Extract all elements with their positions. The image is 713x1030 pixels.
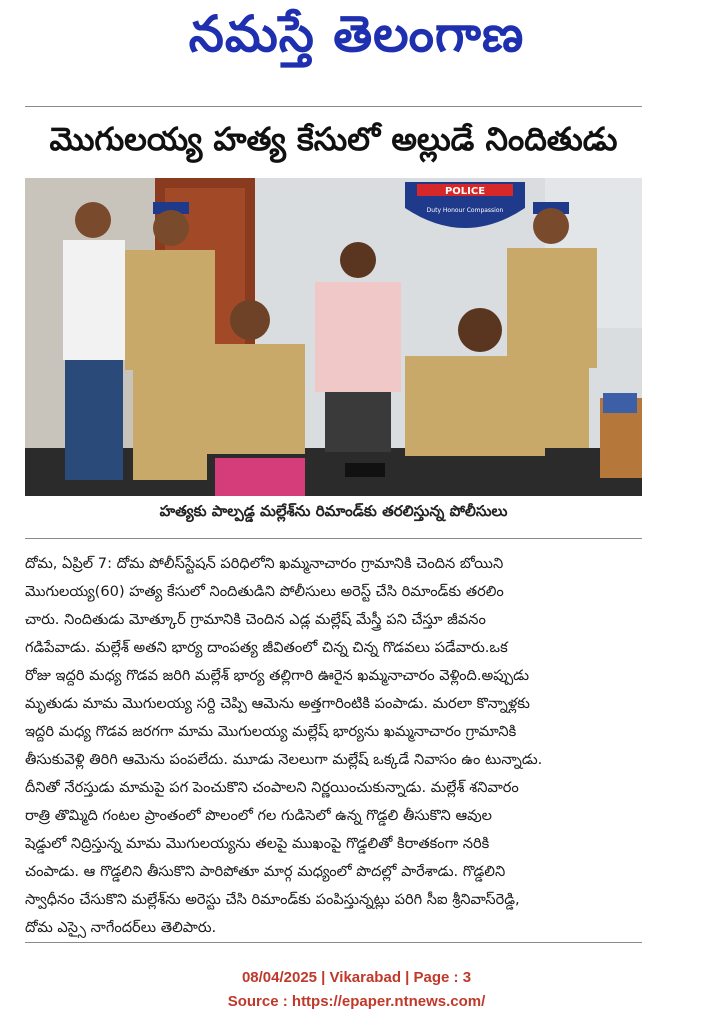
- article-line: గడిపేవాడు. మల్లేశ్ అతని భార్య దాంపత్య జీవితంలో చిన్న చిన్న గొడవలు పడేవారు.ఒక: [25, 639, 508, 656]
- police-sign-text: POLICE: [444, 186, 486, 197]
- photo-caption: హత్యకు పాల్పడ్డ మల్లేశ్‌ను రిమాండ్‌కు తరలిస్తున్న పోలీసులు: [159, 502, 508, 520]
- masthead-title: నమస్తే తెలంగాణ: [188, 4, 525, 63]
- article-line: స్వాధీనం చేసుకొని మల్లేశ్‌ను అరెస్టు చేసి రిమాండ్‌కు పంపిస్తున్నట్లు పరిగి సీఐ శ్రీనివాస్‌రెడ్డి,: [25, 891, 520, 908]
- article-line: రాత్రి తొమ్మిది గంటల ప్రాంతంలో పొలంలో గల గుడిసెలో ఉన్న గొడ్డలి తీసుకొని ఆవుల: [25, 807, 492, 824]
- article-line: తీసుకువెళ్లి తిరిగి ఆమెను పంపలేదు. మూడు నెలలుగా మల్లేష్ ఒక్కడే నివాసం ఉం టున్నాడు.: [25, 751, 543, 768]
- article-line: దోమ, ఏప్రిల్ 7: దోమ పోలీస్‌స్టేషన్ పరిధిలోని ఖమ్మనాచారం గ్రామానికి చెందిన బోయిని: [25, 555, 504, 572]
- article-line: రోజు ఇద్దరి మధ్య గొడవ జరిగి మల్లేశ్ భార్య తల్లిగారి ఊరైన ఖమ్మనాచారం వెళ్లింది.అప్పుడు: [25, 667, 530, 684]
- top-divider: [25, 106, 642, 107]
- article-line: దీనితో నేరస్తుడు మామపై పగ పెంచుకొని చంపాలని నిర్ణయించుకున్నాడు. మల్లేశ్ శనివారం: [25, 779, 519, 796]
- footer-source-link[interactable]: Source : https://epaper.ntnews.com/: [227, 993, 486, 1010]
- caption-divider: [25, 538, 642, 539]
- article-line: ఇద్దరి మధ్య గొడవ జరగగా మామ మొగులయ్య మల్లేష్ భార్యను ఖమ్మనాచారం గ్రామానికి: [25, 723, 517, 740]
- person-civilian-left: [63, 202, 125, 480]
- article-line: చంపాడు. ఆ గొడ్డలిని తీసుకొని పారిపోతూ మార్గ మధ్యంలో పొదల్లో పారేశాడు. గొడ్డలిని: [25, 863, 506, 880]
- article-line: మృతుడు మామ మొగులయ్య సర్ది చెప్పి ఆమెను అత్తగారింటికి పంపాడు. మరలా కొన్నాళ్లకు: [25, 695, 530, 712]
- article-line: దోమ ఎస్సై నాగేందర్‌లు తెలిపారు.: [25, 919, 217, 936]
- bottom-divider: [25, 942, 642, 943]
- article-body: [25, 550, 642, 942]
- footer-dateline: 08/04/2025 | Vikarabad | Page : 3: [241, 969, 472, 986]
- article-headline: మొగులయ్య హత్య కేసులో అల్లుడే నిందితుడు: [49, 120, 618, 158]
- page-footer: [0, 966, 713, 1014]
- news-photo: [25, 178, 642, 496]
- newspaper-masthead: [0, 0, 713, 80]
- police-motto: Duty Honour Compassion: [426, 207, 504, 214]
- article-line: షెడ్డులో నిద్రిస్తున్న మామ మొగులయ్యను తలపై ముఖంపై గొడ్డలితో కిరాతకంగా నరికి: [25, 835, 490, 852]
- article-line: చారు. నిందితుడు మోత్కూర్ గ్రామానికి చెందిన ఎడ్ల మల్లేష్ మేస్త్రీ పని చేస్తూ జీవనం: [25, 611, 486, 628]
- article-line: మొగులయ్య(60) హత్య కేసులో నిందితుడిని పోలీసులు అరెస్ట్ చేసి రిమాండ్‌కు తరలిం: [25, 583, 504, 600]
